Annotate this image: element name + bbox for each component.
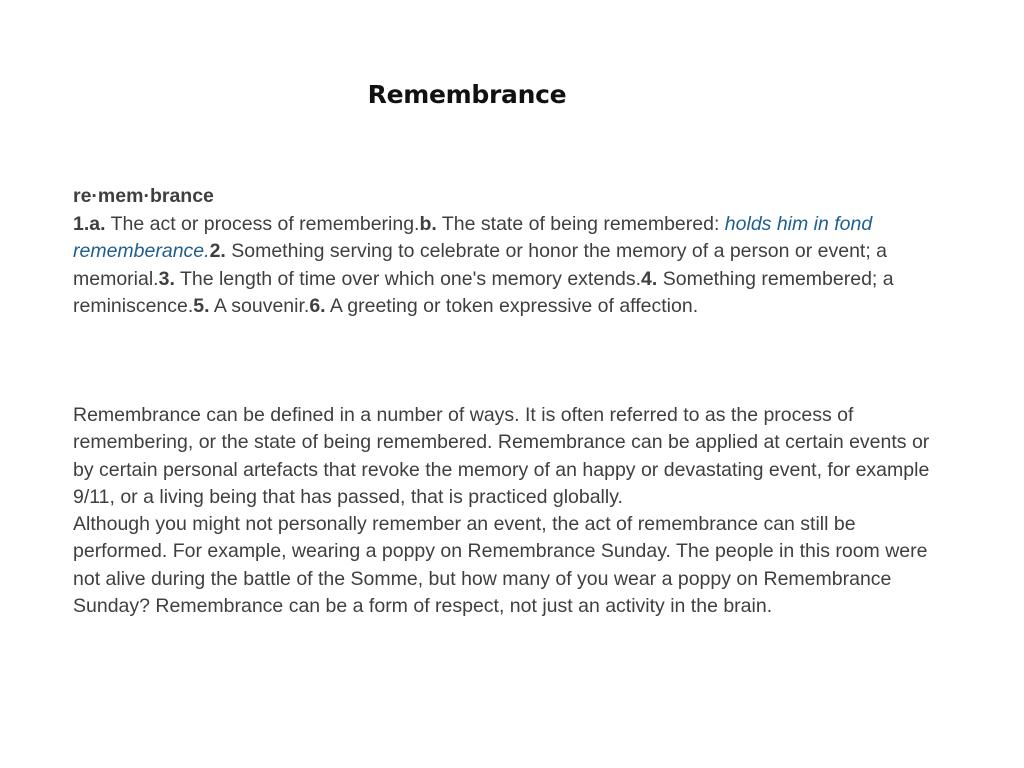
sense-text: Something remembered; a reminiscence. [73,267,894,318]
sense-number: 4. [641,267,658,290]
sense-text: A souvenir. [209,295,310,318]
sense-number: 1.a. [73,212,106,235]
sense-number: 5. [193,295,210,318]
body-paragraph: Although you might not personally remember an event, the act of remembrance can still be performed. For example, wearing a poppy on Remembrance Sunday. The people in this room were not alive during the battle of the Somme, but how many of you wear a poppy on Remembrance Sunday? Remembrance can be a form of respect, not just an activity in the brain. [73,513,928,618]
sense-text: The state of being remembered: [436,212,725,235]
slide-title: Remembrance [367,80,567,109]
sense-text: A greeting or token expressive of affection. [325,295,699,318]
headword: re·mem·brance [73,185,214,207]
usage-example: holds him in fond rememberance. [73,212,873,263]
body-paragraph: Remembrance can be defined in a number of ways. It is often referred to as the process of remembering, or the state of being remembered. Remembrance can be applied at certain events or by certain personal artefacts that revoke the memory of an happy or devastating event, for example 9/11, or a living being that has passed, that is practiced globally. [73,404,930,508]
body-text [73,402,933,620]
sense-text: Something serving to celebrate or honor the memory of a person or event; a memorial. [73,240,888,290]
definition-senses [73,213,894,318]
sense-number: 2. [209,240,226,263]
dictionary-definition [73,183,943,321]
sense-number: 6. [309,295,326,318]
sense-text: The act or process of remembering. [105,212,420,235]
sense-number: 3. [158,267,175,290]
sense-number: b. [419,212,437,235]
sense-text: The length of time over which one's memory extends. [174,267,642,290]
